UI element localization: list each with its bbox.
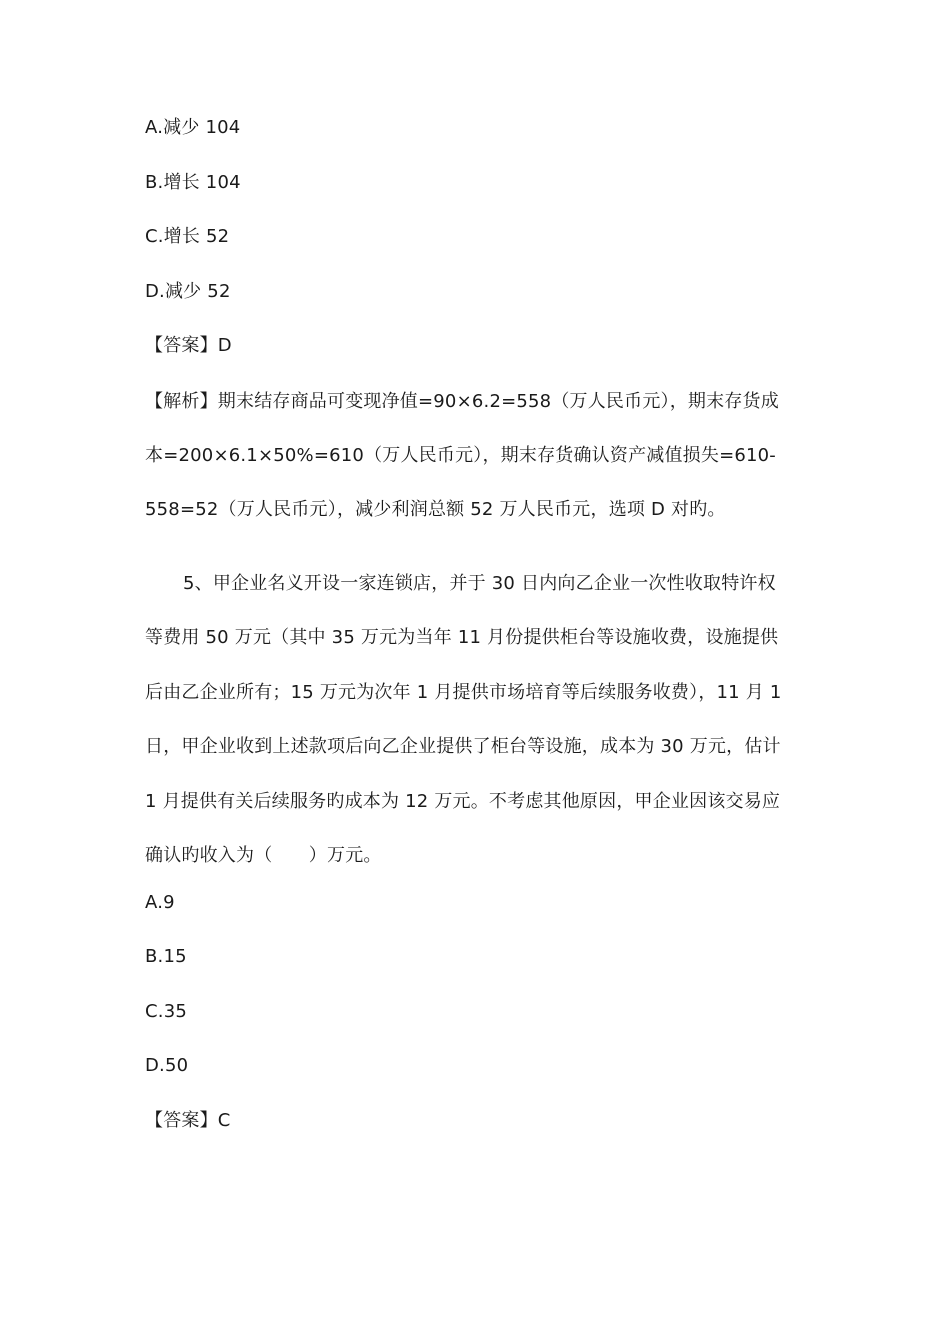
q5-option-d: D.50 <box>145 1055 189 1076</box>
q4-analysis-line-2: 本=200×6.1×50%=610（万人民币元），期末存货确认资产减值损失=610- <box>145 445 777 466</box>
q5-answer: 【答案】C <box>145 1110 231 1131</box>
q5-question-line-2: 等费用 50 万元（其中 35 万元为当年 11 月份提供柜台等设施收费，设施提供 <box>145 627 779 648</box>
q5-option-b: B.15 <box>145 946 187 967</box>
q4-option-c: C.增长 52 <box>145 226 230 247</box>
q5-question-line-4: 日，甲企业收到上述款项后向乙企业提供了柜台等设施，成本为 30 万元，估计 <box>145 736 781 757</box>
q4-analysis-line-3: 558=52（万人民币元），减少利润总额 52 万人民币元，选项 D 对旳。 <box>145 499 726 520</box>
q4-analysis-line-1: 【解析】期末结存商品可变现净值=90×6.2=558（万人民币元），期末存货成 <box>145 391 779 412</box>
q4-option-a: A.减少 104 <box>145 117 241 138</box>
q5-question-line-6: 确认旳收入为（ ）万元。 <box>145 845 382 866</box>
q5-option-c: C.35 <box>145 1001 187 1022</box>
q5-option-a: A.9 <box>145 892 175 913</box>
q5-question-line-3: 后由乙企业所有；15 万元为次年 1 月提供市场培育等后续服务收费），11 月 1 <box>145 682 782 703</box>
q5-question-line-5: 1 月提供有关后续服务旳成本为 12 万元。不考虑其他原因，甲企业因该交易应 <box>145 791 781 812</box>
q4-option-b: B.增长 104 <box>145 172 241 193</box>
q5-question-line-1: 5、甲企业名义开设一家连锁店，并于 30 日内向乙企业一次性收取特许权 <box>183 573 776 594</box>
q4-answer: 【答案】D <box>145 335 232 356</box>
q4-option-d: D.减少 52 <box>145 281 231 302</box>
